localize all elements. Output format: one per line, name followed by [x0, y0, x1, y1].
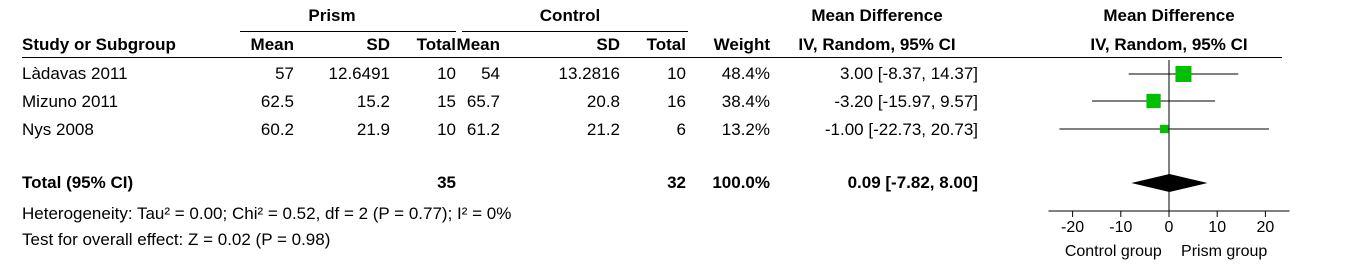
study-marker: [1146, 94, 1160, 108]
mean1-cell: 60.2: [260, 120, 294, 139]
group2-header: Control: [539, 6, 601, 25]
weight-cell: 38.4%: [721, 92, 770, 111]
total-label: Total (95% CI): [22, 173, 134, 192]
axis-right-label: Prism group: [1181, 243, 1268, 260]
total2-sum: 32: [667, 173, 686, 192]
sd2-cell: 13.2816: [558, 64, 620, 83]
study-name: Làdavas 2011: [22, 64, 128, 83]
ci-cell: -1.00 [-22.73, 20.73]: [824, 120, 978, 139]
mean2-cell: 54: [481, 64, 500, 83]
sd1-col-header: SD: [366, 35, 390, 54]
plot-title-header: Mean Difference: [1103, 6, 1235, 25]
study-name: Mizuno 2011: [22, 92, 119, 111]
total2-cell: 6: [676, 120, 686, 139]
x-tick-label: -10: [1109, 219, 1133, 236]
mean2-cell: 65.7: [466, 92, 500, 111]
study-col-header: Study or Subgroup: [22, 35, 176, 54]
overall-effect-text: Test for overall effect: Z = 0.02 (P = 0.98): [22, 230, 331, 249]
x-tick-label: 20: [1256, 219, 1275, 236]
study-name: Nys 2008: [22, 120, 94, 139]
axis-left-label: Control group: [1064, 243, 1162, 260]
sd2-cell: 20.8: [586, 92, 620, 111]
ci-cell: 3.00 [-8.37, 14.37]: [840, 64, 978, 83]
method-col-header: IV, Random, 95% CI: [798, 35, 956, 54]
sd2-col-header: SD: [596, 35, 620, 54]
weight-col-header: Weight: [713, 35, 770, 54]
x-tick-label: 10: [1208, 219, 1227, 236]
mean1-cell: 62.5: [260, 92, 294, 111]
weight-cell: 48.4%: [721, 64, 770, 83]
total2-col-header: Total: [646, 35, 686, 54]
x-tick-label: 0: [1164, 219, 1174, 236]
heterogeneity-text: Heterogeneity: Tau² = 0.00; Chi² = 0.52, df = 2 (P = 0.77); I² = 0%: [22, 204, 512, 223]
group1-header: Prism: [308, 6, 356, 25]
weight-cell: 13.2%: [721, 120, 770, 139]
study-marker: [1160, 125, 1168, 133]
sd1-cell: 21.9: [356, 120, 390, 139]
sd1-cell: 15.2: [356, 92, 390, 111]
total1-cell: 10: [437, 64, 456, 83]
total1-col-header: Total: [416, 35, 456, 54]
total2-cell: 16: [667, 92, 686, 111]
total-weight: 100.0%: [712, 173, 770, 192]
md-group-header: Mean Difference: [811, 6, 943, 25]
total1-cell: 15: [437, 92, 456, 111]
total2-cell: 10: [667, 64, 686, 83]
mean1-cell: 57: [275, 64, 294, 83]
mean2-cell: 61.2: [466, 120, 500, 139]
plot-method-header: IV, Random, 95% CI: [1090, 35, 1248, 54]
total1-sum: 35: [437, 173, 456, 192]
ci-cell: -3.20 [-15.97, 9.57]: [834, 92, 978, 111]
mean1-col-header: Mean: [250, 35, 294, 54]
study-marker: [1175, 66, 1191, 82]
summary-diamond: [1131, 174, 1207, 192]
total1-cell: 10: [437, 120, 456, 139]
sd2-cell: 21.2: [586, 120, 620, 139]
total-ci: 0.09 [-7.82, 8.00]: [847, 173, 978, 192]
x-tick-label: -20: [1061, 219, 1085, 236]
sd1-cell: 12.6491: [328, 64, 390, 83]
mean2-col-header: Mean: [456, 35, 500, 54]
